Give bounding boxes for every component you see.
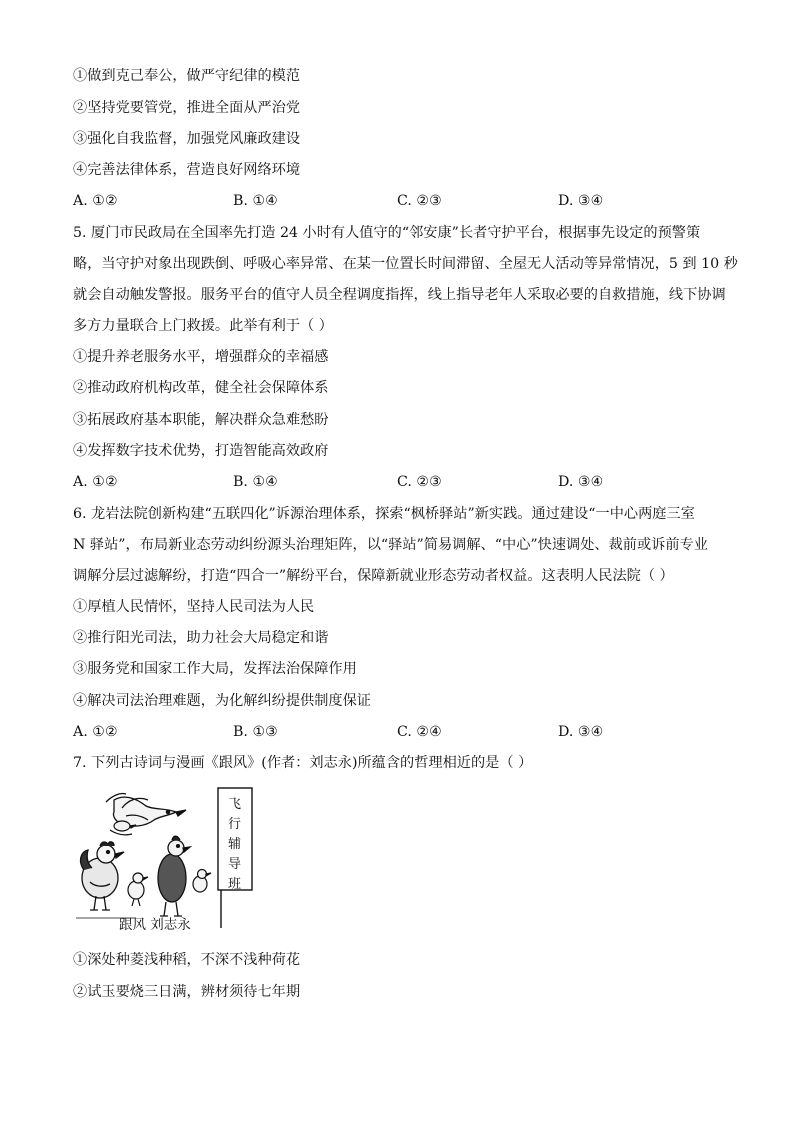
q5-item-3: ③拓展政府基本职能，解决群众急难愁盼 bbox=[73, 412, 329, 428]
q6-item-4: ④解决司法治理难题，为化解纠纷提供制度保证 bbox=[73, 693, 371, 709]
q6-item-3: ③服务党和国家工作大局，发挥法治保障作用 bbox=[73, 661, 357, 677]
q4-option-b: B. ①④ bbox=[233, 193, 278, 209]
q6-stem-line-3: 调解分层过滤解纷，打造“四合一”解纷平台，保障新就业形态劳动者权益。这表明人民法院（ ） bbox=[73, 568, 674, 584]
q4-item-4: ④完善法律体系，营造良好网络环境 bbox=[73, 162, 301, 178]
sign-char: 辅 bbox=[228, 837, 242, 852]
q4-option-c: C. ②③ bbox=[397, 193, 442, 209]
comic-caption: 跟风 刘志永 bbox=[119, 917, 191, 933]
chick-icon bbox=[128, 873, 148, 906]
q5-option-d: D. ③④ bbox=[558, 474, 604, 490]
q4-item-3: ③强化自我监督，加强党风廉政建设 bbox=[73, 131, 301, 147]
q5-stem-line-3: 就会自动触发警报。服务平台的值守人员全程调度指挥，线上指导老年人采取必要的自救措施，线下协调 bbox=[73, 287, 726, 303]
sign-char: 班 bbox=[228, 877, 242, 892]
q6-option-c: C. ②④ bbox=[397, 724, 442, 740]
q4-option-d: D. ③④ bbox=[558, 193, 604, 209]
sign-char: 飞 bbox=[228, 797, 242, 812]
q7-item-2: ②试玉要烧三日满，辨材须待七年期 bbox=[73, 984, 301, 1000]
q5-stem-line-4: 多方力量联合上门救援。此举有利于（ ） bbox=[73, 318, 333, 334]
q5-option-a: A. ①② bbox=[73, 474, 118, 490]
q4-item-2: ②坚持党要管党，推进全面从严治党 bbox=[73, 100, 301, 116]
q6-option-b: B. ①③ bbox=[233, 724, 278, 740]
q4-option-a: A. ①② bbox=[73, 193, 118, 209]
q5-option-b: B. ①④ bbox=[233, 474, 278, 490]
sign-char: 行 bbox=[228, 817, 242, 832]
q6-stem-line-1: 6. 龙岩法院创新构建“五联四化”诉源治理体系，探索“枫桥驿站”新实践。通过建设“一中心两庭三室 bbox=[73, 506, 695, 522]
q6-item-2: ②推行阳光司法，助力社会大局稳定和谐 bbox=[73, 630, 329, 646]
tall-bird-icon bbox=[158, 836, 190, 916]
q7-item-1: ①深处种菱浅种稻，不深不浅种荷花 bbox=[73, 952, 301, 968]
sign-text bbox=[228, 797, 241, 892]
q5-item-2: ②推动政府机构改革，健全社会保障体系 bbox=[73, 380, 329, 396]
q6-option-a: A. ①② bbox=[73, 724, 118, 740]
q5-item-1: ①提升养老服务水平，增强群众的幸福感 bbox=[73, 349, 329, 365]
q5-item-4: ④发挥数字技术优势，打造智能高效政府 bbox=[73, 443, 329, 459]
q4-item-1: ①做到克己奉公，做严守纪律的模范 bbox=[73, 68, 301, 84]
q7-stem: 7. 下列古诗词与漫画《跟风》(作者：刘志永)所蕴含的哲理相近的是（ ） bbox=[73, 755, 533, 771]
q6-option-d: D. ③④ bbox=[558, 724, 604, 740]
q6-item-1: ①厚植人民情怀，坚持人民司法为人民 bbox=[73, 599, 315, 615]
sign-char: 导 bbox=[228, 857, 242, 872]
chick-icon bbox=[193, 870, 211, 893]
q6-stem-line-2: N 驿站”，布局新业态劳动纠纷源头治理矩阵，以“驿站”简易调解、“中心”快速调处、裁前或诉前专业 bbox=[73, 537, 708, 553]
q5-option-c: C. ②③ bbox=[397, 474, 442, 490]
q5-stem-line-1: 5. 厦门市民政局在全国率先打造 24 小时有人值守的“邻安康”长者守护平台，根据事先设定的预警策 bbox=[73, 225, 701, 241]
comic-illustration bbox=[76, 786, 256, 936]
q5-stem-line-2: 略，当守护对象出现跌倒、呼吸心率异常、在某一位置长时间滞留、全屋无人活动等异常情况，5 到 10 秒 bbox=[73, 256, 738, 272]
rooster-icon bbox=[81, 842, 124, 910]
